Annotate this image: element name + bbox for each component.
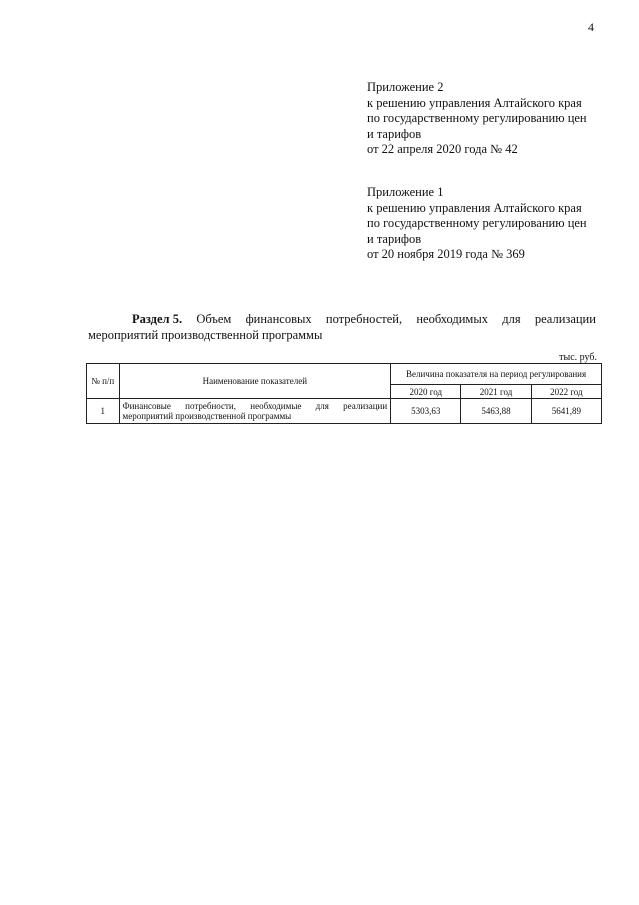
row-name-line1: Финансовые потребности, необходимые для реализации xyxy=(122,401,388,411)
section-word: для xyxy=(502,312,521,326)
appendix-2-line: по государственному регулированию цен xyxy=(367,111,587,126)
section-label: Раздел 5. xyxy=(132,312,183,326)
appendix-2-date: от 22 апреля 2020 года № 42 xyxy=(367,142,518,157)
row-num: 1 xyxy=(87,399,120,424)
table-row xyxy=(87,399,602,424)
appendix-2-line: к решению управления Алтайского края xyxy=(367,95,582,110)
section-word: реализации xyxy=(534,312,596,326)
page-number: 4 xyxy=(588,20,594,34)
appendix-1-line: по государственному регулированию цен xyxy=(367,216,587,231)
row-name-line2: мероприятий производственной программы xyxy=(122,411,292,421)
header-year-2021: 2021 год xyxy=(461,385,531,399)
appendix-2-block xyxy=(367,80,617,158)
appendix-1-title: Приложение 1 xyxy=(367,185,444,199)
appendix-2-line: и тарифов xyxy=(367,126,422,141)
header-name: Наименование показателей xyxy=(119,364,391,399)
header-year-2020: 2020 год xyxy=(391,385,461,399)
section-heading-line2: мероприятий производственной программы xyxy=(88,327,323,342)
section-word: Объем xyxy=(196,312,232,326)
section-word: потребностей, xyxy=(325,312,403,326)
header-num: № п/п xyxy=(87,364,120,399)
row-value-2021: 5463,88 xyxy=(461,399,531,424)
row-name xyxy=(119,399,391,424)
row-value-2022: 5641,89 xyxy=(531,399,601,424)
appendix-2-title: Приложение 2 xyxy=(367,80,444,94)
section-heading-line1 xyxy=(88,312,596,328)
table-header-row xyxy=(87,364,602,385)
appendix-1-line: к решению управления Алтайского края xyxy=(367,200,582,215)
financial-table xyxy=(86,363,602,424)
appendix-1-block xyxy=(367,185,617,263)
section-word: необходимых xyxy=(416,312,488,326)
units-label: тыс. руб. xyxy=(559,352,597,363)
section-heading xyxy=(88,312,596,343)
header-period: Величина показателя на период регулирования xyxy=(391,364,602,385)
header-year-2022: 2022 год xyxy=(531,385,601,399)
row-value-2020: 5303,63 xyxy=(391,399,461,424)
appendix-1-date: от 20 ноября 2019 года № 369 xyxy=(367,247,525,262)
appendix-1-line: и тарифов xyxy=(367,231,422,246)
section-word: финансовых xyxy=(245,312,312,326)
